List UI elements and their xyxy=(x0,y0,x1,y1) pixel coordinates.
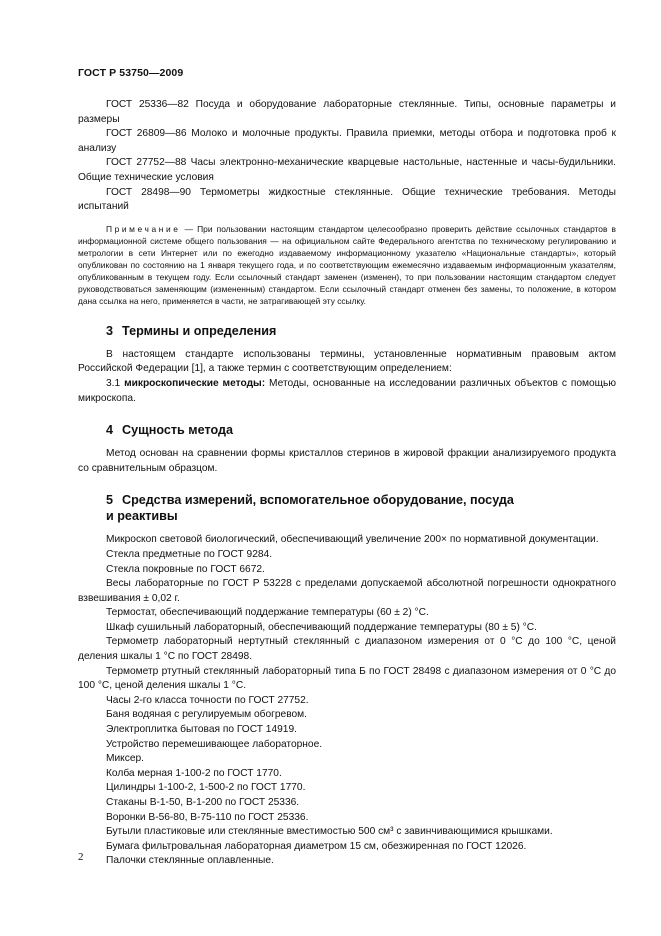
list-item: Колба мерная 1-100-2 по ГОСТ 1770. xyxy=(106,767,282,779)
list-item: Микроскоп световой биологический, обеспечивающий увеличение 200× по нормативной документации. xyxy=(106,534,599,546)
list-item: Термостат, обеспечивающий поддержание температуры (60 ± 2) °С. xyxy=(106,607,429,619)
document-body xyxy=(78,98,616,869)
list-item: Электроплитка бытовая по ГОСТ 14919. xyxy=(106,724,297,736)
section-4-heading: 4 Сущность метода xyxy=(106,423,233,438)
list-item: Стекла предметные по ГОСТ 9284. xyxy=(106,548,273,560)
reference-item: ГОСТ 27752—88 Часы электронно-механические кварцевые настольные, настенные и часы-будильники. Общие технические условия xyxy=(78,157,616,183)
section-3-paragraph: В настоящем стандарте использованы термины, установленные нормативным правовым актом Российской Федерации [1], а также термин с соответствующим определением: xyxy=(78,348,616,375)
note xyxy=(78,223,616,307)
term-number: 3.1 xyxy=(106,377,121,389)
list-item: Баня водяная с регулируемым обогревом. xyxy=(106,709,308,721)
list-item: Устройство перемешивающее лабораторное. xyxy=(106,738,323,750)
reference-item: ГОСТ 26809—86 Молоко и молочные продукты. Правила приемки, методы отбора и подготовка проб к анализу xyxy=(78,128,616,154)
section-3-heading: 3 Термины и определения xyxy=(106,323,277,338)
section-4-paragraph: Метод основан на сравнении формы кристаллов стеринов в жировой фракции анализируемого продукта со сравнительным образцом. xyxy=(78,448,616,474)
list-item: Шкаф сушильный лабораторный, обеспечивающий поддержание температуры (80 ± 5) °С. xyxy=(106,621,537,633)
list-item: Бумага фильтровальная лабораторная диаметром 15 см, обезжиренная по ГОСТ 12026. xyxy=(106,840,527,852)
list-item: Стекла покровные по ГОСТ 6672. xyxy=(106,563,265,575)
note-text: — При пользовании настоящим стандартом целесообразно проверить действие ссылочных стандартов в информационной системе общего пользования — на официальном сайте Федерального агентства по техническому регулированию и метрологии в сети Интернет или по ежегодно издаваемому информационному указателю «Национальные стандарты», который опубликован по состоянию на 1 января текущего года, и по соответствующим ежемесячно издаваемым информационным указателям, опубликованным в текущем году. Если ссылочный стандарт заменен (изменен), то при пользовании настоящим стандартом следует руководствоваться заменяющим (измененным) стандартом. Если ссылочный стандарт отменен без замены, то положение, в котором дана ссылка на него, применяется в части, не затрагивающей эту ссылку. xyxy=(78,223,617,306)
normative-references xyxy=(78,98,616,215)
list-item: Воронки В-56-80, В-75-110 по ГОСТ 25336. xyxy=(106,811,309,823)
list-item: Часы 2-го класса точности по ГОСТ 27752. xyxy=(106,694,309,706)
term-name: микроскопические методы: xyxy=(124,377,266,389)
term-text: Методы, основанные на исследовании различных объектов с помощью микроскопа. xyxy=(78,377,616,404)
list-item: Термометр лабораторный нертутный стеклянный с диапазоном измерения от 0 °С до 100 °С, ценой деления шкалы 1 °С по ГОСТ 28498. xyxy=(78,636,616,663)
list-item: Бутыли пластиковые или стеклянные вместимостью 500 см³ с завинчивающимися крышками. xyxy=(106,826,553,838)
page-number: 2 xyxy=(78,851,84,863)
running-header: ГОСТ Р 53750—2009 xyxy=(78,67,184,79)
equipment-list xyxy=(78,533,616,869)
list-item: Термометр ртутный стеклянный лабораторный типа Б по ГОСТ 28498 с диапазоном измерения от 0 °С до 100 °С, ценой деления шкалы 1 °С. xyxy=(78,665,616,692)
term-definition xyxy=(78,377,616,406)
list-item: Стаканы В-1-50, В-1-200 по ГОСТ 25336. xyxy=(106,797,300,808)
list-item: Цилиндры 1-100-2, 1-500-2 по ГОСТ 1770. xyxy=(106,782,306,794)
note-label: Примечание xyxy=(106,223,181,234)
list-item: Миксер. xyxy=(106,753,145,765)
list-item: Палочки стеклянные оплавленные. xyxy=(106,855,274,867)
reference-item: ГОСТ 28498—90 Термометры жидкостные стеклянные. Общие технические требования. Методы испытаний xyxy=(78,186,616,213)
section-5-heading: 5 Средства измерений, вспомогательное оборудование, посуда и реактивы xyxy=(106,493,514,524)
reference-item: ГОСТ 25336—82 Посуда и оборудование лабораторные стеклянные. Типы, основные параметры и размеры xyxy=(78,99,616,125)
list-item: Весы лабораторные по ГОСТ Р 53228 с пределами допускаемой абсолютной погрешности однократного взвешивания ± 0,02 г. xyxy=(78,578,616,604)
